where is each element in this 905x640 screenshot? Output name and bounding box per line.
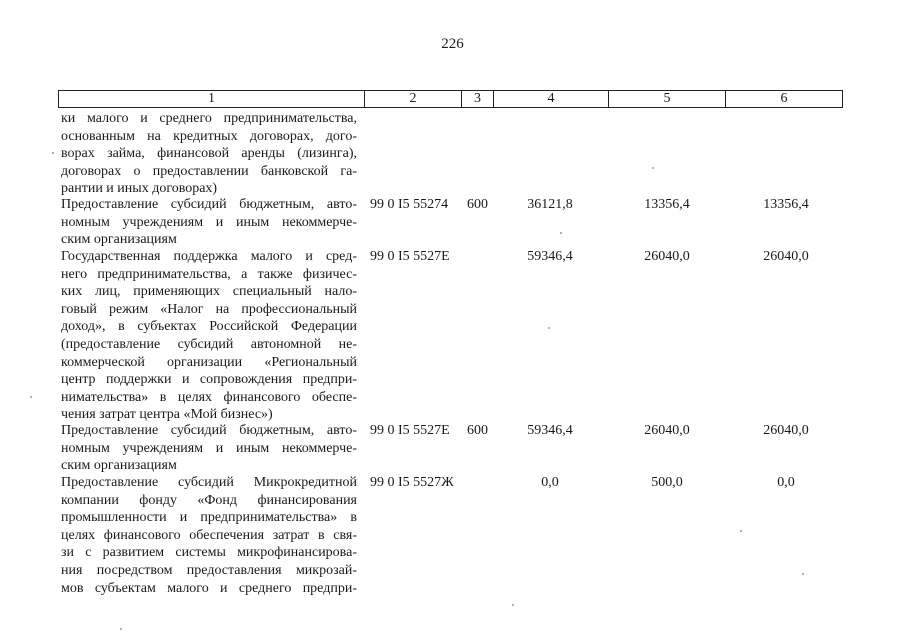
row-value-col6: 0,0 [777,475,795,490]
row-expense-type: 600 [467,197,488,212]
desc-line: ки малого и среднего предпринимательства, [61,111,357,126]
desc-line: ких лиц, применяющих специальный нало- [61,284,357,300]
row-description [61,248,357,424]
row-value-col5: 500,0 [651,475,683,490]
desc-line: номным учреждениям и иным некоммерче- [61,214,357,230]
row-value-col4: 59346,4 [527,423,573,438]
header-col-5: 5 [609,91,726,107]
row-expense-type: 600 [467,423,488,438]
row-code: 99 0 I5 5527Ж [370,475,454,490]
scan-speck [512,604,514,606]
desc-line: ворах займа, финансовой аренды (лизинга), [61,146,357,162]
desc-line: говый режим «Налог на профессиональный [61,301,357,317]
row-description [61,474,357,597]
desc-line: нимательства» в целях финансового обеспе- [61,389,357,405]
table-header [58,90,843,108]
scan-speck [802,573,804,575]
scan-speck [30,396,32,398]
row-description [61,422,357,475]
header-col-3: 3 [462,91,494,107]
row-value-col6: 26040,0 [763,423,809,438]
desc-line: доход», в субъектах Российской Федерации [61,319,357,335]
row-code: 99 0 I5 5527E [370,249,450,264]
row-value-col5: 26040,0 [644,423,690,438]
row-value-col4: 0,0 [541,475,559,490]
desc-line: промышленности и предпринимательства» в [61,510,357,526]
desc-line: целях финансового обеспечения затрат в свя- [61,527,357,543]
header-col-6: 6 [780,91,788,106]
desc-line: договорах о предоставлении банковской га- [61,163,357,179]
desc-line: ния посредством предоставления микрозай- [61,562,357,578]
row-value-col5: 13356,4 [644,197,690,212]
desc-line: Предоставление субсидий Микрокредитной [61,475,357,490]
header-col-2: 2 [365,91,462,107]
scan-speck [548,327,550,329]
row-value-col6: 26040,0 [763,249,809,264]
desc-line: мов субъектам малого и среднего предпри- [61,580,357,596]
desc-line: основанным на кредитных договорах, дого- [61,128,357,144]
desc-line: (предоставление субсидий автономной не- [61,336,357,352]
row-code: 99 0 I5 5527E [370,423,450,438]
row-value-col4: 59346,4 [527,249,573,264]
desc-line: ским организациям [61,458,177,474]
scan-speck [52,152,54,154]
scan-speck [652,167,654,169]
row-code: 99 0 I5 55274 [370,197,449,212]
desc-line: рантии и иных договорах) [61,181,218,197]
desc-line: него предпринимательства, а также физичес- [61,266,357,282]
desc-line: Государственная поддержка малого и сред- [61,249,357,264]
desc-line: Предоставление субсидий бюджетным, авто- [61,197,357,212]
row-value-col5: 26040,0 [644,249,690,264]
desc-line: коммерческой организации «Региональный [61,354,357,370]
header-col-4: 4 [494,91,609,107]
scan-speck [560,232,562,234]
row-description [61,196,357,249]
page-number: 226 [441,36,464,52]
scan-speck [120,628,122,630]
row-value-col4: 36121,8 [527,197,573,212]
row-description [61,110,357,198]
desc-line: зи с развитием системы микрофинансирова- [61,545,357,561]
desc-line: Предоставление субсидий бюджетным, авто- [61,423,357,438]
desc-line: компании фонду «Фонд финансирования [61,492,357,508]
desc-line: центр поддержки и сопровождения предпри- [61,372,357,388]
row-value-col6: 13356,4 [763,197,809,212]
desc-line: ским организациям [61,232,177,248]
header-col-1: 1 [59,91,365,107]
desc-line: номным учреждениям и иным некоммерче- [61,440,357,456]
desc-line: чения затрат центра «Мой бизнес») [61,407,273,423]
scan-speck [740,530,742,532]
